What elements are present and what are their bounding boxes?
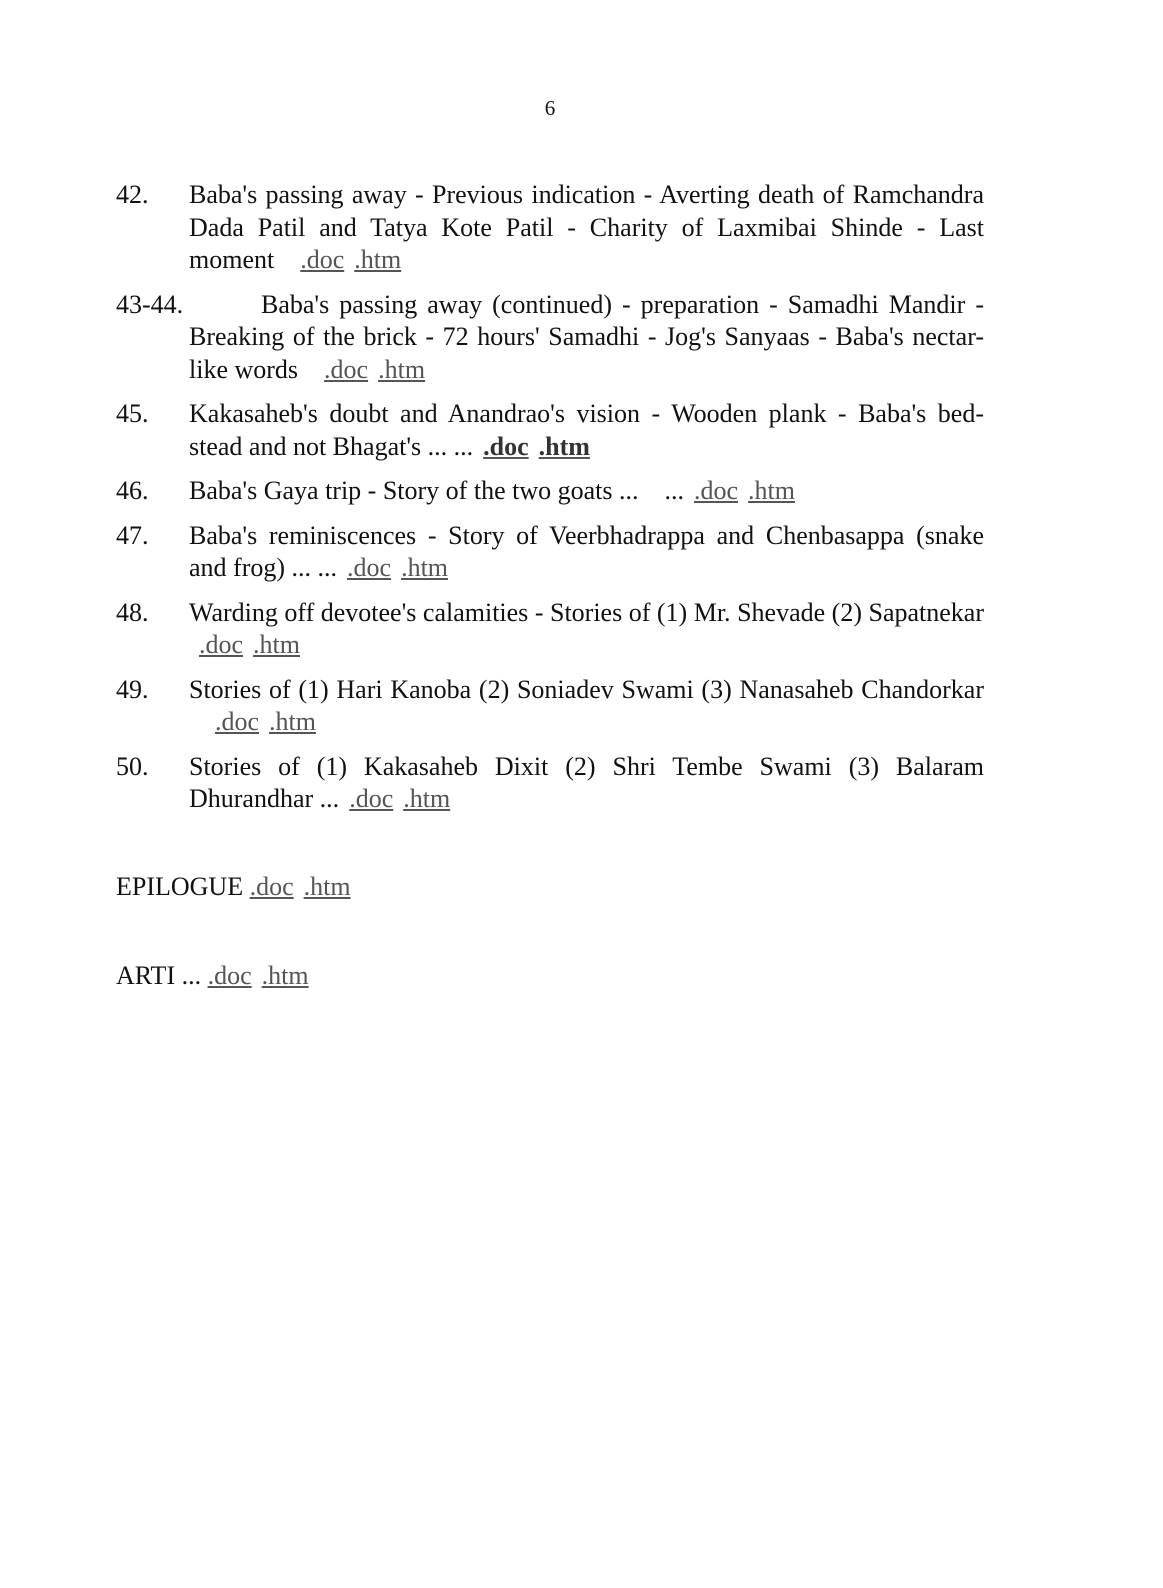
entry-title: Baba's reminiscences - Story of Veerbhadrappa and Chenbasappa (snake and frog) ... ... xyxy=(189,520,984,582)
entry-title: Baba's Gaya trip - Story of the two goats ... ... xyxy=(189,476,684,505)
htm-link[interactable]: .htm xyxy=(401,553,449,582)
entry-title: Baba's passing away - Previous indication - Averting death of Ramchandra Dada Patil and Tatya Kote Patil - Charity of Laxmibai Shinde - Last moment xyxy=(189,180,984,274)
toc-entry-45 xyxy=(116,398,984,463)
doc-link[interactable]: .doc xyxy=(199,630,244,659)
entry-number: 48. xyxy=(116,597,149,627)
entry-title: Stories of (1) Kakasaheb Dixit (2) Shri Tembe Swami (3) Balaram Dhurandhar ... xyxy=(189,751,984,813)
epilogue-doc-link[interactable]: .doc xyxy=(249,872,294,901)
arti-doc-link[interactable]: .doc xyxy=(207,961,252,990)
epilogue-label: EPILOGUE xyxy=(116,872,244,901)
htm-link[interactable]: .htm xyxy=(538,431,590,461)
table-of-contents xyxy=(116,179,984,828)
htm-link[interactable]: .htm xyxy=(354,245,402,274)
htm-link[interactable]: .htm xyxy=(403,784,451,813)
entry-number: 46. xyxy=(116,476,149,505)
doc-link[interactable]: .doc xyxy=(483,431,529,461)
toc-entry-48 xyxy=(116,597,984,662)
doc-link[interactable]: .doc xyxy=(324,354,369,384)
toc-entry-49 xyxy=(116,674,984,739)
doc-link[interactable]: .doc xyxy=(347,553,392,582)
htm-link[interactable]: .htm xyxy=(269,707,316,736)
toc-entry-46 xyxy=(116,475,984,508)
entry-number: 42. xyxy=(116,180,149,209)
doc-link[interactable]: .doc xyxy=(215,707,260,736)
entry-title: Baba's passing away (continued) - preparation - Samadhi Mandir - Breaking of the brick - 72 hours' Samadhi - Jog's Sanyaas - Baba's nectar-like words xyxy=(189,289,984,384)
toc-entry-50 xyxy=(116,751,984,816)
toc-entry-43-44 xyxy=(116,289,984,387)
epilogue-htm-link[interactable]: .htm xyxy=(303,872,351,901)
entry-title: Kakasaheb's doubt and Anandrao's vision - Wooden plank - Baba's bed-stead and not Bhagat's ... ... xyxy=(189,399,984,461)
entry-number: 50. xyxy=(116,751,149,781)
htm-link[interactable]: .htm xyxy=(748,476,795,505)
htm-link[interactable]: .htm xyxy=(253,630,300,659)
entry-number: 47. xyxy=(116,520,149,550)
entry-number: 45. xyxy=(116,399,149,428)
doc-link[interactable]: .doc xyxy=(349,784,394,813)
arti-entry xyxy=(116,960,309,992)
toc-entry-47 xyxy=(116,520,984,585)
entry-title: Stories of (1) Hari Kanoba (2) Soniadev Swami (3) Nanasaheb Chandorkar xyxy=(189,674,984,704)
doc-link[interactable]: .doc xyxy=(300,245,345,274)
entry-number: 43-44. xyxy=(116,289,184,319)
entry-title: Warding off devotee's calamities - Stories of (1) Mr. Shevade (2) Sapatnekar xyxy=(189,597,984,627)
doc-link[interactable]: .doc xyxy=(694,476,739,505)
page-number: 6 xyxy=(544,96,556,120)
htm-link[interactable]: .htm xyxy=(378,354,426,384)
entry-number: 49. xyxy=(116,674,149,704)
arti-label: ARTI ... xyxy=(116,961,202,990)
toc-entry-42 xyxy=(116,179,984,277)
arti-htm-link[interactable]: .htm xyxy=(261,961,309,990)
epilogue-entry xyxy=(116,871,351,903)
